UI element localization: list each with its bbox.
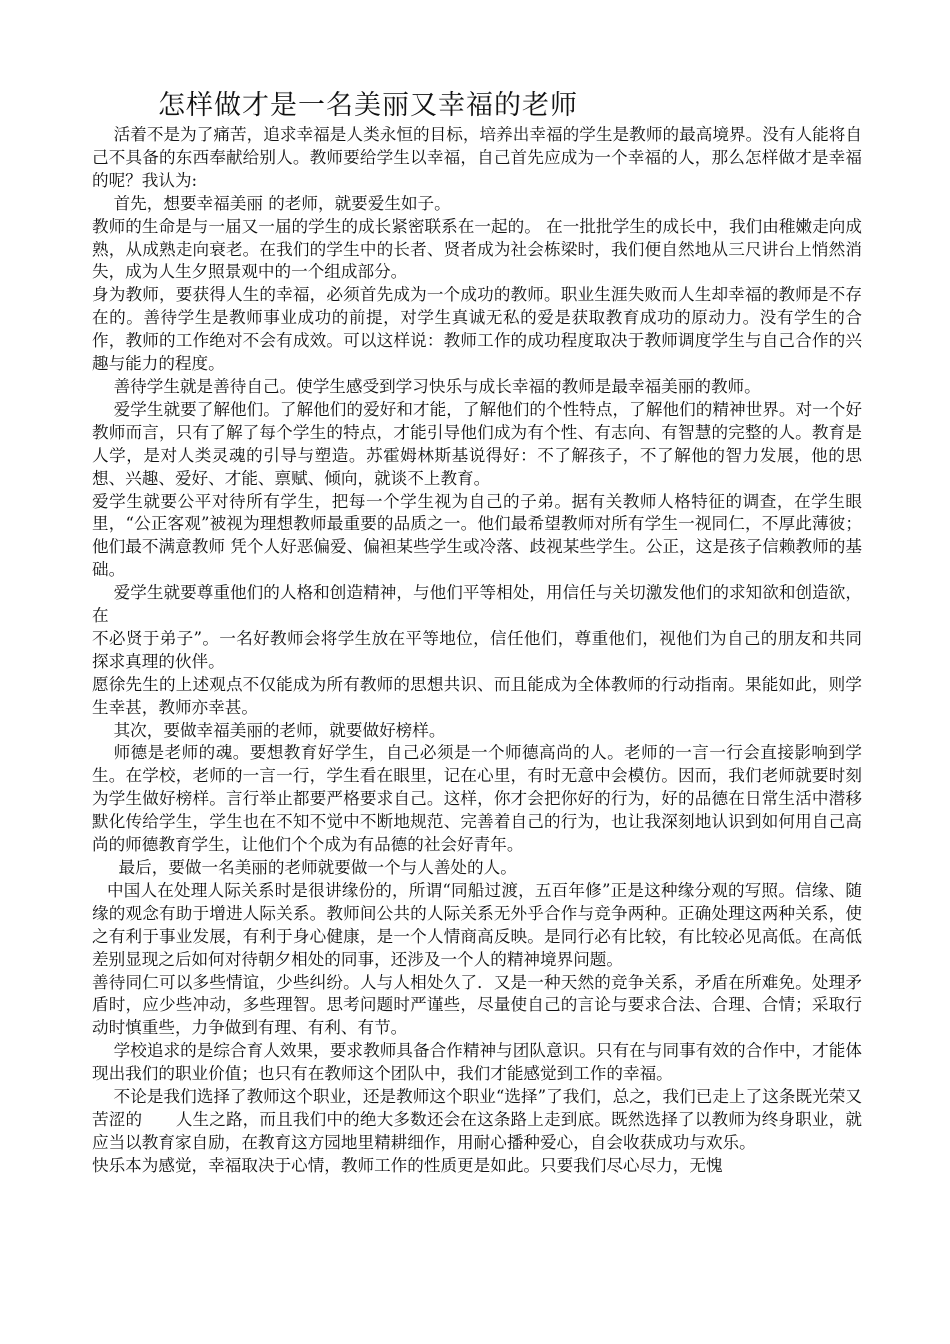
paragraph: 中国人在处理人际关系时是很讲缘份的，所谓“同船过渡，五百年修”正是这种缘分观的写照。信缘、随缘的观念有助于增进人际关系。教师间公共的人际关系无外乎合作与竞争两种。正确处理这两种关系，使之有利于事业发展，有利于身心健康，是一个人情商高反映。是同行必有比较，有比较必见高低。在高低差别显现之后如何对待朝夕相处的同事，还涉及一个人的精神境界问题。	[92, 880, 862, 969]
document-title: 怎样做才是一名美丽又幸福的老师	[158, 90, 578, 121]
document-page	[92, 88, 862, 1178]
paragraph: 师德是老师的魂。要想教育好学生，自己必须是一个师德高尚的人。老师的一言一行会直接影响到学生。在学校，老师的一言一行，学生看在眼里，记在心里，有时无意中会模仿。因而，我们老师就要时刻为学生做好榜样。言行举止都要严格要求自己。这样，你才会把你好的行为，好的品德在日常生活中潜移默化传给学生，学生也在不知不觉中不断地规范、完善着自己的行为，也让我深刻地认识到如何用自己高尚的师德教育学生，让他们个个成为有品德的社会好青年。	[92, 743, 862, 855]
paragraph: 快乐本为感觉，幸福取决于心情，教师工作的性质更是如此。只要我们尽心尽力，无愧	[92, 1155, 723, 1175]
paragraph: 学校追求的是综合育人效果，要求教师具备合作精神与团队意识。只有在与同事有效的合作中，才能体现出我们的职业价值；也只有在教师这个团队中，我们才能感觉到工作的幸福。	[92, 1041, 862, 1084]
paragraph: 首先，想要幸福美丽 的老师，就要爱生如子。	[113, 193, 451, 213]
paragraph: 善待学生就是善待自己。使学生感受到学习快乐与成长幸福的教师是最幸福美丽的教师。	[113, 376, 761, 396]
paragraph: 不必贤于弟子”。一名好教师会将学生放在平等地位，信任他们，尊重他们，视他们为自己的朋友和共同探求真理的伙伴。	[92, 628, 862, 671]
paragraph: 最后，要做一名美丽的老师就要做一个与人善处的人。	[118, 858, 517, 877]
paragraph: 其次，要做幸福美丽的老师，就要做好榜样。	[113, 720, 446, 740]
paragraph: 爱学生就要尊重他们的人格和创造精神，与他们平等相处，用信任与关切激发他们的求知欲和创造欲，在	[92, 583, 862, 626]
paragraph: 爱学生就要公平对待所有学生，把每一个学生视为自己的子弟。据有关教师人格特征的调查，在学生眼里，“公正客观”被视为理想教师最重要的品质之一。他们最希望教师对所有学生一视同仁，不厚此薄彼；他们最不满意教师 凭个人好恶偏爱、偏袒某些学生或冷落、歧视某些学生。公正，这是孩子信赖教师的基础。	[92, 491, 862, 580]
paragraph: 教师的生命是与一届又一届的学生的成长紧密联系在一起的。 在一批批学生的成长中，我们由稚嫩走向成熟，从成熟走向衰老。在我们的学生中的长者、贤者成为社会栋梁时，我们便自然地从三尺讲台上悄然消失，成为人生夕照景观中的一个组成部分。	[92, 216, 862, 282]
paragraph: 不论是我们选择了教师这个职业，还是教师这个职业“选择”了我们，总之，我们已走上了这条既光荣又苦涩的 人生之路，而且我们中的绝大多数还会在这条路上走到底。既然选择了以教师为终身职业，就应当以教育家自励，在教育这方园地里精耕细作，用耐心播种爱心，自会收获成功与欢乐。	[92, 1087, 862, 1152]
paragraph: 活着不是为了痛苦，追求幸福是人类永恒的目标，培养出幸福的学生是教师的最高境界。没有人能将自己不具备的东西奉献给别人。教师要给学生以幸福，自己首先应成为一个幸福的人，那么怎样做才是幸福的呢？我认为:	[92, 125, 862, 190]
paragraph: 善待同仁可以多些情谊，少些纠纷。人与人相处久了．又是一种天然的竞争关系，矛盾在所难免。处理矛盾时，应少些冲动，多些理智。思考问题时严谨些，尽量使自己的言论与要求合法、合理、合情；采取行动时慎重些，力争做到有理、有利、有节。	[92, 972, 862, 1038]
paragraph: 愿徐先生的上述观点不仅能成为所有教师的思想共识、而且能成为全体教师的行动指南。果能如此，则学生幸甚，教师亦幸甚。	[92, 674, 862, 717]
paragraph: 爱学生就要了解他们。了解他们的爱好和才能，了解他们的个性特点，了解他们的精神世界。对一个好教师而言，只有了解了每个学生的特点，才能引导他们成为有个性、有志向、有智慧的完整的人。教育是人学，是对人类灵魂的引导与塑造。苏霍姆林斯基说得好：不了解孩子，不了解他的智力发展，他的思想、兴趣、爱好、才能、禀赋、倾向，就谈不上教育。	[92, 399, 862, 488]
paragraph: 身为教师，要获得人生的幸福，必须首先成为一个成功的教师。职业生涯失败而人生却幸福的教师是不存在的。善待学生是教师事业成功的前提，对学生真诚无私的爱是获取教育成功的原动力。没有学生的合作，教师的工作绝对不会有成效。可以这样说：教师工作的成功程度取决于教师调度学生与自己合作的兴趣与能力的程度。	[92, 285, 862, 374]
